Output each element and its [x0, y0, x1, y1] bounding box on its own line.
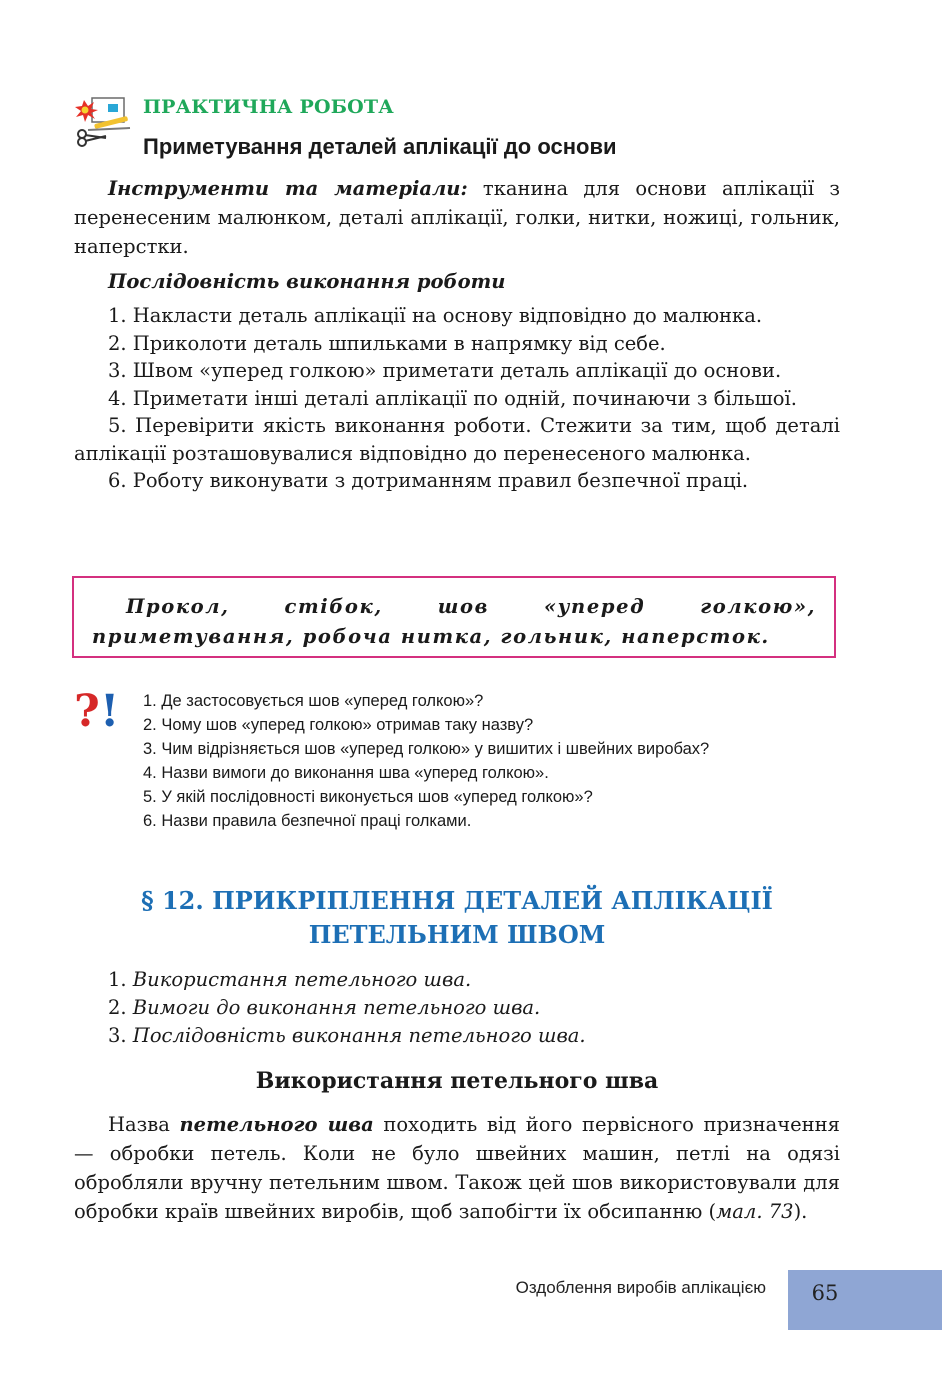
review-question: 1. Де застосовується шов «уперед голкою»?: [143, 692, 484, 710]
work-step: 5. Перевірити якість виконання роботи. Стежити за тим, щоб деталі аплікації розташовувалися відповідно до перенесеного малюнка.: [74, 414, 840, 465]
review-question: 2. Чому шов «уперед голкою» отримав таку назву?: [143, 716, 534, 734]
section-title: [74, 884, 840, 952]
review-question: 5. У якій послідовності виконується шов «уперед голкою»?: [143, 788, 593, 806]
svg-text:?: ?: [74, 688, 100, 730]
plan-item-text: Послідовність виконання петельного шва.: [126, 1024, 586, 1047]
plan-item: [108, 966, 586, 994]
practical-work-icon: [74, 96, 134, 148]
body-paragraph: [74, 1110, 840, 1226]
sequence-heading: Послідовність виконання роботи: [108, 270, 506, 293]
key-terms-text: Прокол, стібок, шов «уперед голкою», приметування, робоча нитка, гольник, наперсток.: [92, 595, 816, 648]
section-title-line: § 12. ПРИКРІПЛЕННЯ ДЕТАЛЕЙ АПЛІКАЦІЇ: [141, 886, 773, 915]
plan-item-text: Вимоги до виконання петельного шва.: [126, 996, 541, 1019]
question-exclamation-icon: [74, 688, 124, 730]
plan-item-number: 3.: [108, 1024, 127, 1047]
plan-item-number: 1.: [108, 968, 127, 991]
plan-item-text: Використання петельного шва.: [126, 968, 472, 991]
work-steps-list: [74, 302, 840, 495]
section-plan-list: [108, 966, 586, 1050]
review-question: 4. Назви вимоги до виконання шва «уперед голкою».: [143, 764, 549, 782]
paragraph-text: походить від його первісного призначення — обробки петель. Коли не було швейних машин, петлі на одязі обробляли вручну петельним швом. Також цей шов використовували для обробки країв швейних виробів, щоб запобігти їх обсипанню (: [74, 1113, 840, 1223]
running-footer: Оздоблення виробів аплікацією: [515, 1278, 766, 1297]
review-question: 6. Назви правила безпечної праці голками.: [143, 812, 472, 830]
tools-materials-paragraph: [74, 174, 840, 261]
figure-reference: мал. 73: [716, 1200, 794, 1223]
section-title-line: ПЕТЕЛЬНИМ ШВОМ: [308, 920, 606, 949]
tools-materials-text: тканина для основи аплікації з перенесеним малюнком, деталі аплікації, голки, нитки, ножиці, гольник, наперстки.: [74, 177, 840, 258]
work-step: 1. Накласти деталь аплікації на основу відповідно до малюнка.: [108, 304, 763, 327]
plan-item: [108, 1022, 586, 1050]
subsection-heading: Використання петельного шва: [255, 1068, 659, 1094]
svg-text:!: !: [100, 688, 120, 730]
paragraph-text: Назва: [108, 1113, 180, 1136]
paragraph-term: петельного шва: [179, 1113, 374, 1136]
plan-item: [108, 994, 586, 1022]
work-step: 4. Приметати інші деталі аплікації по одній, починаючи з більшої.: [108, 386, 797, 410]
page-number: 65: [811, 1281, 839, 1305]
practical-work-title: Приметування деталей аплікації до основи: [143, 134, 617, 159]
review-questions-list: [143, 689, 709, 833]
plan-item-number: 2.: [108, 996, 127, 1019]
review-question: 3. Чим відрізняється шов «уперед голкою» у вишитих і швейних виробах?: [143, 740, 710, 758]
paragraph-text: ).: [793, 1200, 808, 1223]
work-step: 3. Швом «уперед голкою» приметати деталь аплікації до основи.: [108, 359, 782, 382]
tools-materials-label: Інструменти та матеріали:: [108, 177, 468, 200]
work-step: 6. Роботу виконувати з дотриманням правил безпечної праці.: [108, 469, 749, 492]
work-step: 2. Приколоти деталь шпильками в напрямку від себе.: [108, 331, 666, 355]
key-terms-box: [72, 576, 836, 658]
practical-work-heading: ПРАКТИЧНА РОБОТА: [143, 96, 394, 118]
